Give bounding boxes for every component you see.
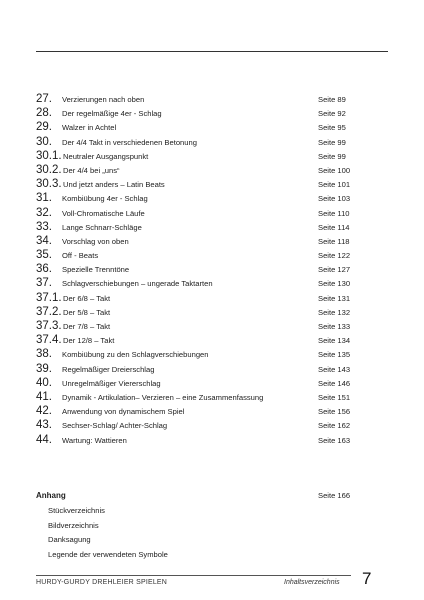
appendix-item: Danksagung [48,535,91,545]
toc-entry [36,149,356,163]
toc-entry [36,191,356,205]
appendix-section [36,490,356,562]
appendix-item: Stückverzeichnis [48,506,105,515]
toc-entry-title: Und jetzt anders – Latin Beats [63,180,165,190]
toc-entry-title: Der 6/8 – Takt [63,293,111,303]
toc-entry [36,404,356,418]
toc-entry [36,248,356,262]
footer-book-title: HURDY-GURDY DREHLEIER SPIELEN [36,579,168,586]
toc-entry-number: 27. [36,93,52,105]
top-rule [36,51,388,52]
toc-entry-number: 30.1. [36,149,62,162]
toc-entry-page: Seite 95 [318,123,346,133]
toc-entry-page: Seite 162 [318,421,351,431]
toc-entry-title: Sechser-Schlag/ Achter-Schlag [62,421,168,431]
toc-entry-number: 37.4. [36,334,62,347]
toc-entry-page: Seite 135 [318,350,351,360]
toc-entry-title: Verzierungen nach oben [62,95,145,104]
toc-entry-page: Seite 130 [318,279,351,289]
toc-entry-title: Unregelmäßiger Viererschlag [62,378,161,388]
toc-entry-title: Der 7/8 – Takt [63,322,111,331]
toc-entry [36,333,356,347]
bottom-rule [36,575,351,576]
table-of-contents [36,92,356,447]
toc-entry [36,135,356,149]
toc-entry-title: Wartung: Wattieren [62,435,127,445]
toc-entry-title: Kombiübung 4er - Schlag [62,194,148,204]
toc-entry [36,92,356,106]
footer-section-title: Inhaltsverzeichnis [284,579,340,586]
toc-entry-page: Seite 132 [318,307,351,317]
toc-entry-page: Seite 89 [318,95,346,104]
toc-entry-title: Kombiübung zu den Schlagverschiebungen [62,350,209,360]
toc-entry-page: Seite 146 [318,378,351,388]
toc-entry-title: Voll-Chromatische Läufe [62,208,145,218]
toc-entry [36,433,356,447]
toc-entry-page: Seite 133 [318,322,351,331]
toc-entry [36,390,356,404]
toc-entry-title: Dynamik - Artikulation– Verzieren – eine Zusammenfassung [62,392,264,402]
toc-entry-title: Lange Schnarr-Schläge [62,222,142,232]
appendix-list [36,504,356,562]
toc-entry [36,305,356,319]
toc-entry-page: Seite 163 [318,435,351,445]
appendix-title: Anhang [36,491,66,500]
toc-entry [36,220,356,234]
toc-entry-number: 29. [36,121,52,134]
toc-entry [36,319,356,333]
toc-entry-number: 37.1. [36,291,62,304]
toc-entry-title: Walzer in Achtel [62,123,117,133]
toc-entry-number: 43. [36,419,52,432]
toc-entry-page: Seite 156 [318,407,351,417]
toc-entry-number: 35. [36,249,52,262]
toc-entry-title: Off - Beats [62,251,99,261]
toc-entry-page: Seite 92 [318,109,346,119]
toc-entry-title: Neutraler Ausgangspunkt [63,151,149,161]
toc-entry [36,418,356,432]
toc-entry [36,177,356,191]
toc-entry [36,234,356,248]
toc-entry [36,120,356,134]
appendix-item: Bildverzeichnis [48,520,99,530]
toc-entry-page: Seite 143 [318,364,351,374]
appendix-page: Seite 166 [318,491,351,500]
toc-entry-title: Schlagverschiebungen – ungerade Taktarten [62,279,213,289]
toc-entry-number: 38. [36,348,52,361]
appendix-header [36,490,356,504]
toc-entry-number: 32. [36,206,52,219]
toc-entry-number: 30. [36,135,52,148]
toc-entry-number: 44. [36,433,52,446]
toc-entry-number: 37.2. [36,305,62,318]
toc-entry-page: Seite 127 [318,265,351,275]
toc-entry-title: Der regelmäßige 4er - Schlag [62,109,162,119]
appendix-item: Legende der verwendeten Symbole [48,549,168,559]
toc-entry-page: Seite 131 [318,293,351,303]
toc-entry [36,291,356,305]
toc-entry-page: Seite 100 [318,165,351,175]
toc-entry-number: 42. [36,405,52,418]
toc-entry-title: Der 12/8 – Takt [63,336,115,346]
toc-entry [36,276,356,290]
toc-entry-title: Der 4/4 bei „uns“ [63,165,120,175]
toc-entry-number: 36. [36,263,52,276]
toc-entry-page: Seite 122 [318,251,351,261]
toc-entry-page: Seite 114 [318,222,350,232]
toc-entry-title: Regelmäßiger Dreierschlag [62,364,155,374]
toc-entry-number: 37.3. [36,320,62,332]
toc-entry-number: 28. [36,107,52,120]
toc-entry-number: 33. [36,220,52,233]
toc-entry [36,376,356,390]
toc-entry-number: 30.3. [36,178,62,191]
toc-entry-title: Der 5/8 – Takt [63,307,111,317]
toc-entry [36,163,356,177]
toc-entry-number: 30.2. [36,163,62,176]
toc-entry [36,362,356,376]
toc-entry [36,206,356,220]
toc-entry-page: Seite 99 [318,137,346,147]
toc-entry [36,347,356,361]
toc-entry-page: Seite 134 [318,336,351,346]
toc-entry-title: Spezielle Trenntöne [62,265,130,275]
toc-entry-page: Seite 118 [318,236,350,246]
toc-entry-page: Seite 151 [318,392,351,402]
toc-entry-page: Seite 110 [318,208,350,218]
page-number: 7 [362,569,372,588]
toc-entry-page: Seite 101 [318,180,351,190]
toc-entry-page: Seite 99 [318,151,346,161]
toc-entry-page: Seite 103 [318,194,351,204]
toc-entry-number: 39. [36,362,52,375]
toc-entry-title: Vorschlag von oben [62,236,129,246]
toc-entry-number: 37. [36,277,52,290]
toc-entry-title: Anwendung von dynamischem Spiel [62,407,185,417]
toc-entry-title: Der 4/4 Takt in verschiedenen Betonung [62,137,197,147]
toc-entry [36,262,356,276]
toc-entry [36,106,356,120]
toc-entry-number: 34. [36,234,52,247]
toc-entry-number: 40. [36,376,52,389]
toc-entry-number: 31. [36,192,52,205]
toc-entry-number: 41. [36,390,52,403]
